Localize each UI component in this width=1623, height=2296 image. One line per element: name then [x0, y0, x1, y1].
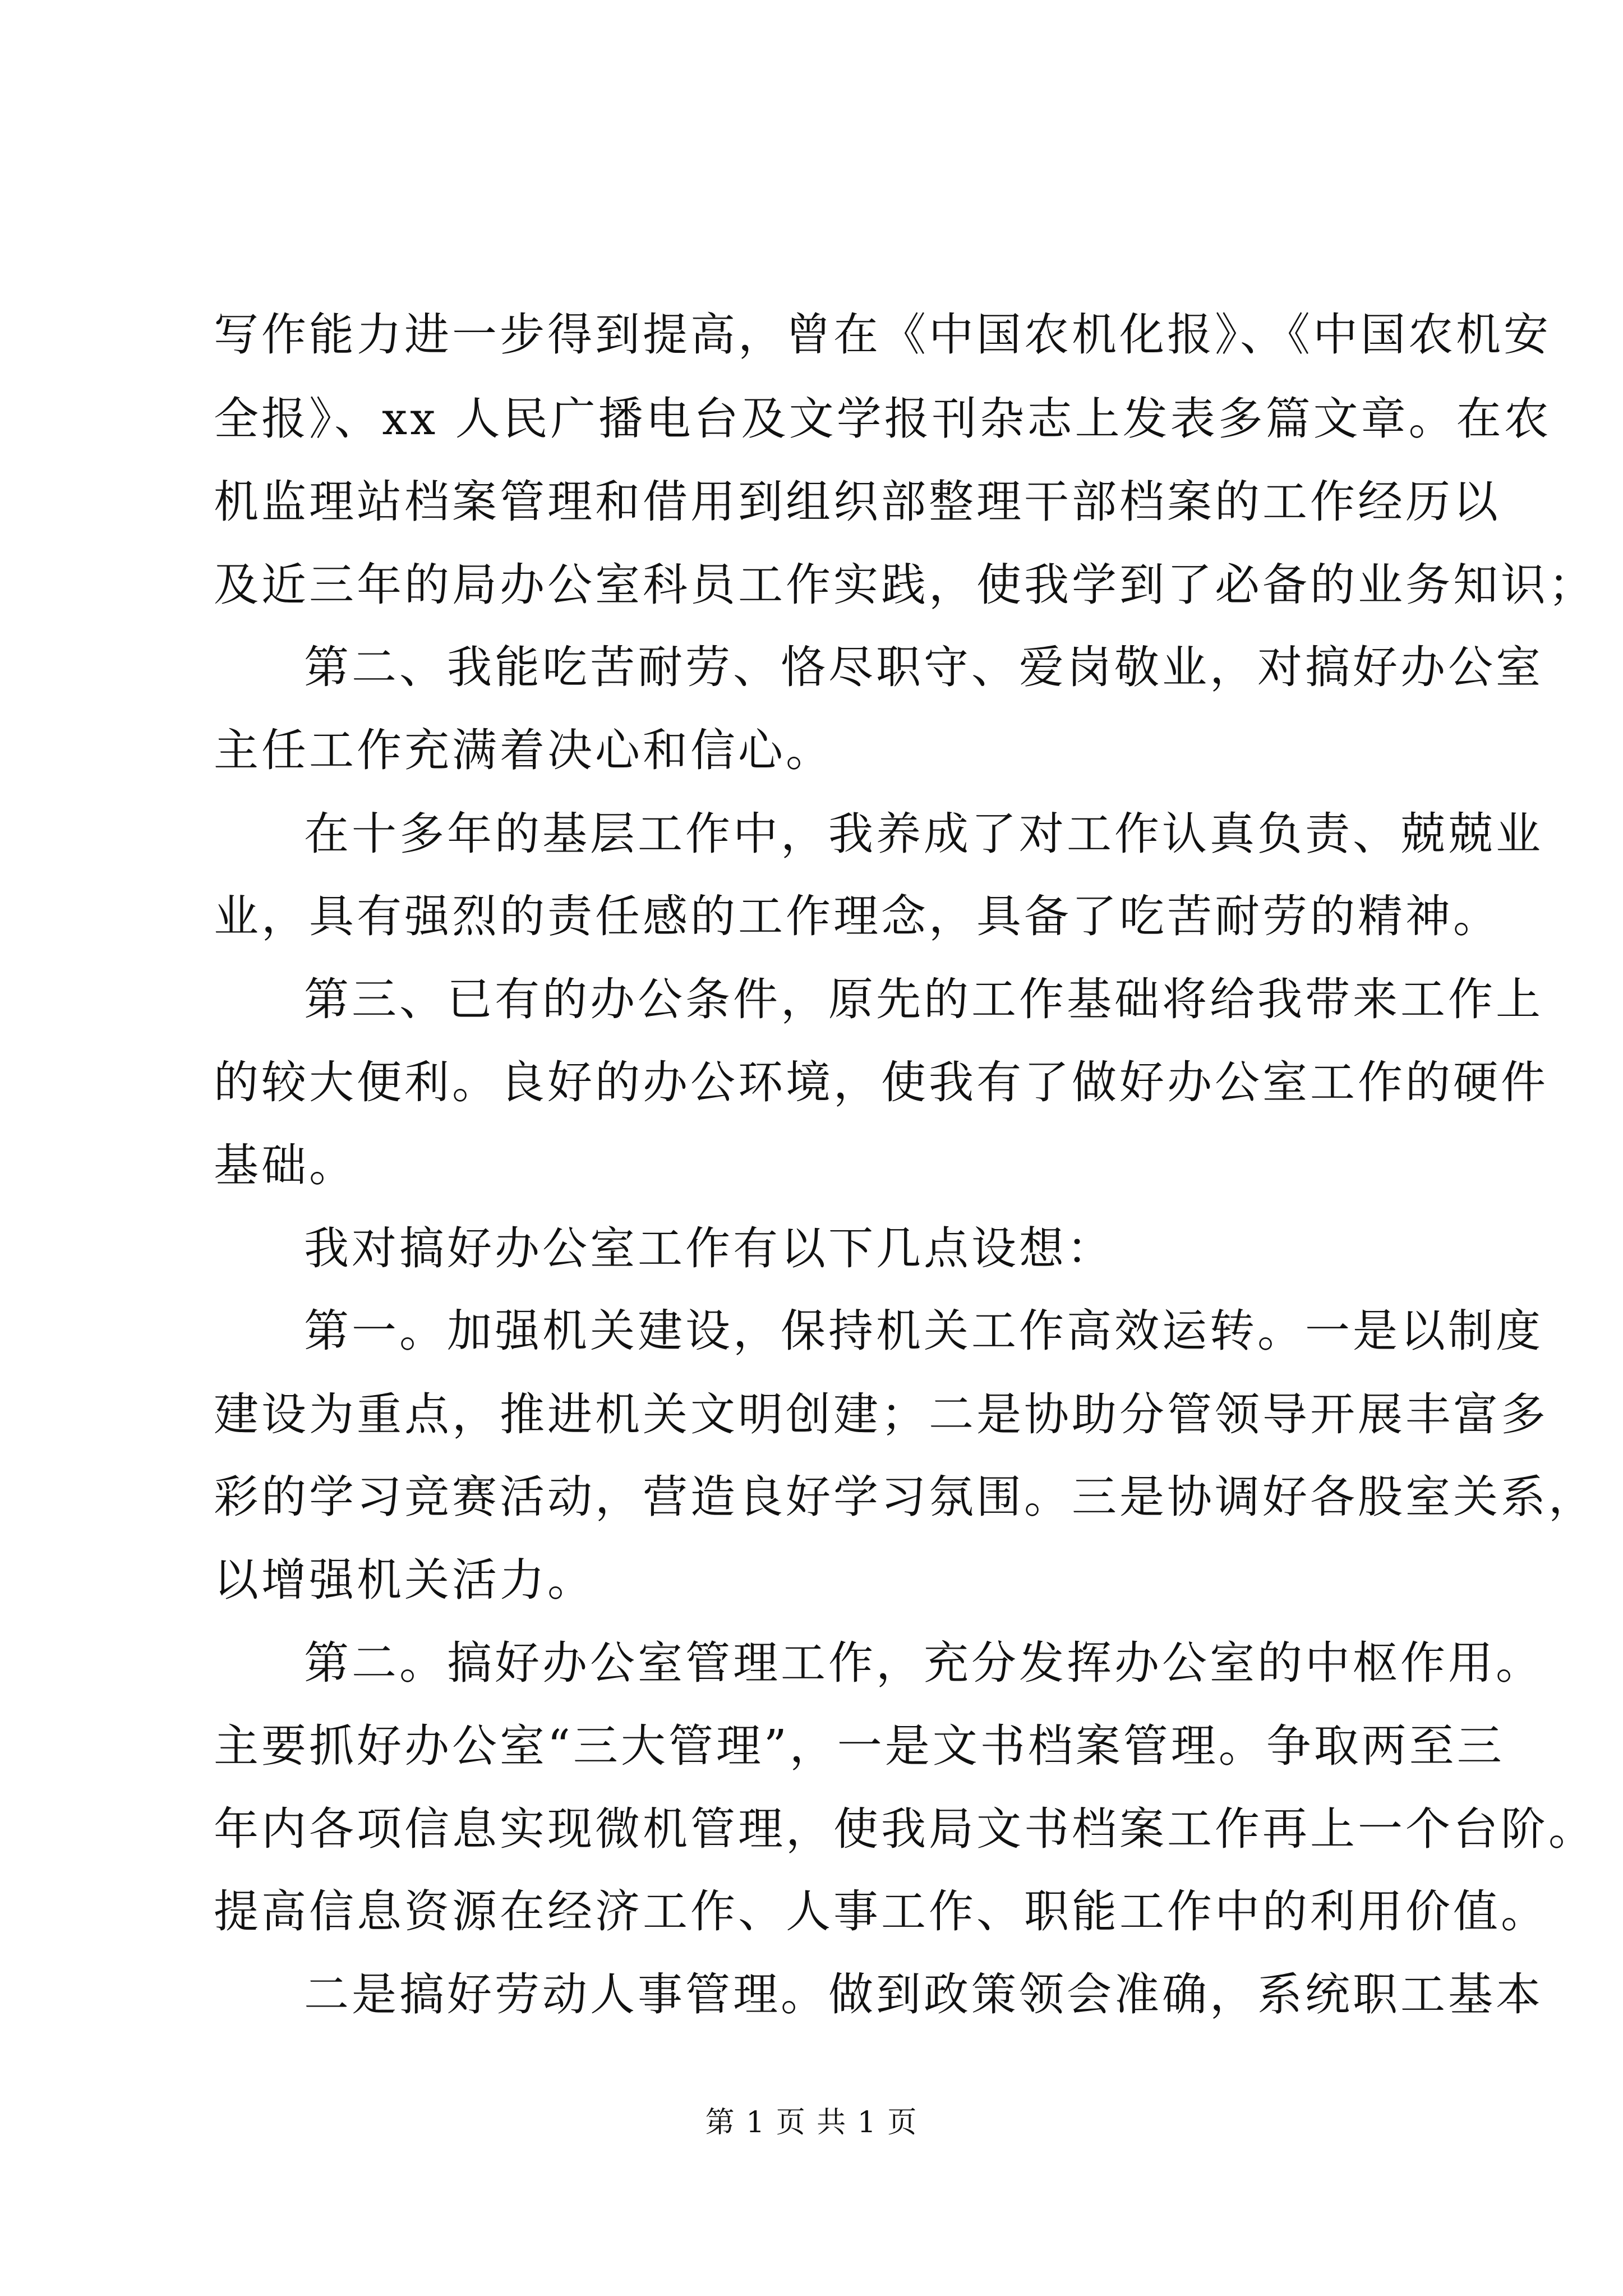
text-line-10: 的较大便利。良好的办公环境，使我有了做好办公室工作的硬件	[214, 1056, 1548, 1108]
text-line-6: 主任工作充满着决心和信心。	[214, 724, 833, 776]
text-line-4: 及近三年的局办公室科员工作实践，使我学到了必备的业务知识；	[214, 559, 1596, 611]
page-number-footer: 第 1 页 共 1 页	[705, 2106, 918, 2139]
text-line-7: 在十多年的基层工作中，我养成了对工作认真负责、兢兢业	[304, 808, 1543, 860]
text-line-20: 提高信息资源在经济工作、人事工作、职能工作中的利用价值。	[214, 1885, 1548, 1938]
text-line-2: 全报》、xx 人民广播电台及文学报刊杂志上发表多篇文章。在农	[214, 393, 1552, 445]
text-line-19: 年内各项信息实现微机管理，使我局文书档案工作再上一个台阶。	[214, 1803, 1596, 1855]
text-line-21: 二是搞好劳动人事管理。做到政策领会准确，系统职工基本	[304, 1968, 1543, 2021]
text-line-8: 业，具有强烈的责任感的工作理念，具备了吃苦耐劳的精神。	[214, 890, 1501, 942]
text-line-1: 写作能力进一步得到提高，曾在《中国农机化报》、《中国农机安	[214, 309, 1551, 361]
text-line-11: 基础。	[214, 1139, 357, 1191]
text-line-13: 第一。加强机关建设，保持机关工作高效运转。一是以制度	[304, 1305, 1543, 1357]
text-line-3: 机监理站档案管理和借用到组织部整理干部档案的工作经历以	[214, 476, 1501, 528]
text-line-17: 第二。搞好办公室管理工作，充分发挥办公室的中枢作用。	[304, 1637, 1543, 1689]
text-line-5: 第二、我能吃苦耐劳、恪尽职守、爱岗敬业，对搞好办公室	[304, 641, 1543, 693]
text-line-12: 我对搞好办公室工作有以下几点设想：	[304, 1222, 1114, 1274]
text-line-18: 主要抓好办公室“三大管理”，一是文书档案管理。争取两至三	[214, 1720, 1505, 1772]
text-line-9: 第三、已有的办公条件，原先的工作基础将给我带来工作上	[304, 973, 1543, 1025]
text-line-16: 以增强机关活力。	[214, 1554, 595, 1606]
text-line-14: 建设为重点，推进机关文明创建；二是协助分管领导开展丰富多	[214, 1388, 1548, 1441]
text-line-15: 彩的学习竞赛活动，营造良好学习氛围。三是协调好各股室关系，	[214, 1471, 1596, 1523]
